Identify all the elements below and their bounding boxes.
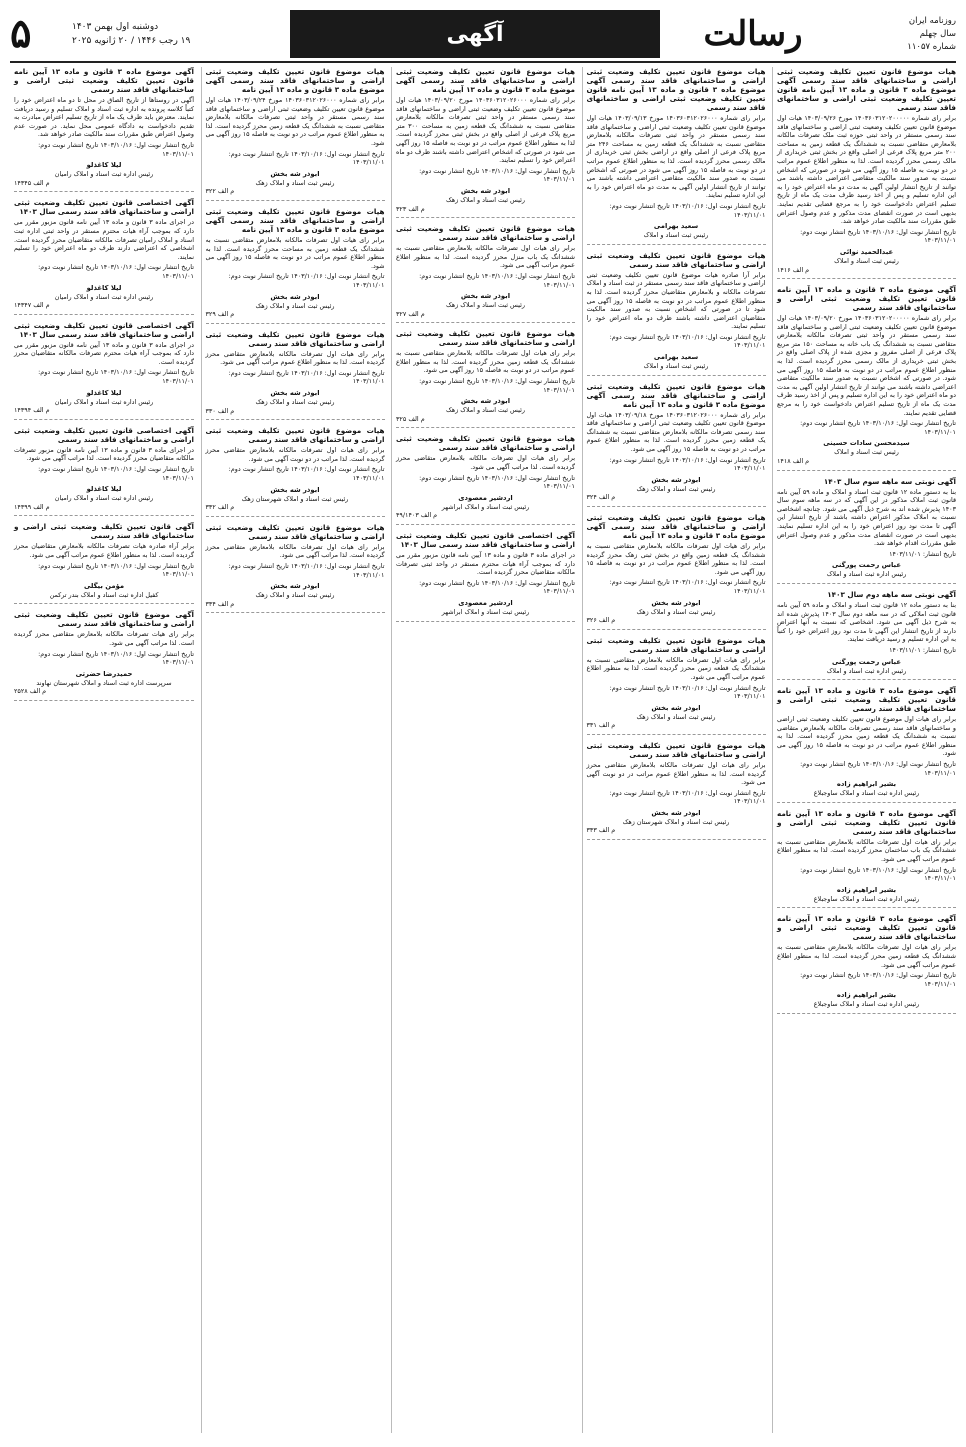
notice-code: م الف ۳۲۵	[396, 414, 425, 423]
date-line-2: ۱۹ رجب ۱۴۴۶ / ۲۰ ژانویه ۲۰۲۵	[72, 36, 191, 46]
legal-notice	[396, 434, 575, 525]
notice-body: برابر رای شماره ۱۴۰۳۶۰۳۱۲۰۲۶۰۰۰ مورخ ۱۴۰۳/۰۹/۲۰ هیات اول موضوع قانون تعیین تکلیف وضعیت ثبتی اراضی و ساختمانهای فاقد سند رسمی مستقر در واحد ثبتی تصرفات مالکانه بلامعارض متقاضی نسبت به ششدانگ یک قطعه زمین به مساحت ۳۰۰ متر مربع پلاک فرعی از اصلی واقع در بخش ثبتی محرز گردیده است. لذا به منظور اطلاع عموم مراتب در دو نوبت به فاصله ۱۵ روز آگهی می شود در صورتی که اشخاص اعتراضی داشته باشند ظرف دو ماه اعتراض خود را تسلیم نمایند.	[396, 96, 575, 165]
notice-body: برابر رای هیات تصرفات مالکانه بلامعارض متقاضی محرز گردیده است. لذا مراتب آگهی می شود.	[14, 630, 194, 647]
notice-signatory-title: رئیس اداره ثبت اسناد و املاک ساوجبلاغ	[813, 789, 920, 798]
notice-signatory: بشیر ابراهیم زاده	[836, 885, 897, 894]
notice-dates: تاریخ انتشار نوبت اول: ۱۴۰۳/۱۰/۱۶ تاریخ انتشار نوبت دوم: ۱۴۰۳/۱۱/۰۱	[228, 562, 385, 579]
notice-dates: تاریخ انتشار نوبت اول: ۱۴۰۳/۱۰/۱۶ تاریخ انتشار نوبت دوم: ۱۴۰۳/۱۱/۰۱	[800, 227, 956, 245]
masthead-meta	[846, 15, 956, 54]
notice-heading: هیات موضوع قانون تعیین تکلیف وضعیت ثبتی اراضی و ساختمانهای فاقد سند رسمی	[586, 635, 766, 654]
notice-dates: تاریخ انتشار نوبت اول: ۱۴۰۳/۱۰/۱۶ تاریخ انتشار نوبت دوم: ۱۴۰۳/۱۱/۰۱	[419, 578, 575, 596]
newspaper-logo: رسالت	[703, 14, 803, 54]
notice-heading: آگهی نوبتی سه ماهه سوم سال ۱۴۰۳	[823, 476, 956, 486]
notice-signatory: مؤمن بیگلی	[83, 581, 125, 590]
notice-signatory-title: رئیس ثبت اسناد و املاک زهک	[636, 484, 716, 493]
notice-body: در اجرای ماده ۳ قانون و ماده ۱۳ آیین نامه قانون مزبور تصرفات مالکانه متقاضیان محرز گردیده است. لذا مراتب آگهی می شود.	[14, 445, 194, 463]
notice-heading: هیات موضوع قانون تعیین تکلیف وضعیت ثبتی اراضی و ساختمانهای فاقد سند رسمی	[396, 329, 575, 348]
brand-label: روزنامه	[929, 15, 956, 26]
issue-label: شماره ۱۱۰۵۷	[907, 41, 956, 52]
legal-notice	[777, 67, 956, 279]
notice-body: در اجرای ماده ۳ قانون و ماده ۱۳ آیین نامه قانون مزبور مقرر می دارد که بموجب آراء هیات محترم مستقر در واحد ثبتی اداره ثبت اسناد و املاک رامیان تصرفات مالکانه متقاضیان محرز گردیده است. اشخاصی که اعتراضی دارند ظرف دو ماه اعتراض خود را تسلیم نمایند.	[14, 218, 194, 261]
notice-code: م الف ۱۴۳۴۷	[14, 301, 50, 310]
notice-code: م الف ۳۲۴	[586, 493, 616, 502]
notice-heading: آگهی موضوع ماده ۳ قانون و ماده ۱۳ آیین نامه قانون تعیین تکلیف وضعیت ثبتی اراضی و ساختمانهای فاقد سند رسمی	[777, 808, 956, 836]
notice-signatory: عباس رحمت پورگنی	[832, 561, 901, 570]
notice-signatory-title: رئیس ثبت اسناد و املاک زهک	[446, 195, 525, 204]
date-block	[72, 20, 272, 48]
notice-dates: تاریخ انتشار نوبت اول: ۱۴۰۳/۱۰/۱۶ تاریخ انتشار نوبت دوم: ۱۴۰۳/۱۱/۰۱	[800, 419, 956, 436]
notice-code: م الف ۲۵۲۸	[14, 687, 47, 696]
notice-code: م الف ۱۴۳۹۴	[14, 406, 50, 415]
notice-column	[772, 67, 956, 1433]
notice-dates: تاریخ انتشار نوبت اول: ۱۴۰۳/۱۰/۱۶ تاریخ انتشار نوبت دوم: ۱۴۰۳/۱۱/۰۱	[228, 149, 385, 167]
notice-dates: تاریخ انتشار نوبت اول: ۱۴۰۳/۱۰/۱۶ تاریخ انتشار نوبت دوم: ۱۴۰۳/۱۱/۰۱	[609, 683, 766, 701]
legal-notice	[587, 636, 766, 735]
notice-dates: تاریخ انتشار نوبت اول: ۱۴۰۳/۱۰/۱۶ تاریخ انتشار نوبت دوم: ۱۴۰۳/۱۱/۰۱	[419, 473, 575, 491]
notice-signatory-title: رئیس ثبت اسناد و املاک شهرستان زهک	[622, 817, 730, 826]
notice-heading: هیات موضوع قانون تعیین تکلیف وضعیت ثبتی اراضی و ساختمانهای فاقد سند رسمی آگهی موضوع ماده ۳ قانون و ماده ۱۳ آیین نامه قانون تعیین تکلیف وضعیت ثبتی اراضی و ساختمانهای فاقد سند رسمی	[586, 67, 766, 112]
notice-code: م الف ۳۳۱	[586, 721, 616, 730]
notice-dates: تاریخ انتشار نوبت اول: ۱۴۰۳/۱۰/۱۶ تاریخ انتشار نوبت دوم: ۱۴۰۳/۱۱/۰۱	[419, 271, 575, 289]
notice-dates: تاریخ انتشار نوبت اول: ۱۴۰۳/۱۰/۱۶ تاریخ انتشار نوبت دوم: ۱۴۰۳/۱۱/۰۱	[609, 332, 766, 350]
notice-body: برابر رای هیات اول تصرفات مالکانه بلامعارض متقاضی محرز گردیده است. لذا مراتب آگهی می شود.	[205, 542, 385, 560]
notice-signatory: ابوذر شه بخش	[270, 389, 320, 398]
notice-signatory-title: رئیس اداره ثبت اسناد و املاک ساوجبلاغ	[813, 1000, 920, 1009]
legal-notice	[14, 198, 194, 314]
notice-code: م الف ۳۳۴	[205, 599, 235, 608]
notice-code: م الف ۳۲۶	[586, 616, 616, 625]
notice-signatory: ابوذر شه بخش	[460, 397, 511, 406]
notice-signatory: بشیر ابراهیم زاده	[836, 780, 897, 789]
notice-body: در اجرای ماده ۳ قانون و ماده ۱۳ آیین نامه قانون مزبور مقرر می دارد که بموجب آراء هیات محترم مستقر در واحد ثبتی تصرفات مالکانه متقاضیان محرز گردیده است.	[396, 551, 575, 577]
notice-signatory: عباس رحمت پورگنی	[832, 657, 901, 666]
notice-code: م الف ۳۲۲	[205, 187, 235, 196]
notice-dates: تاریخ انتشار نوبت اول: ۱۴۰۳/۱۰/۱۶ تاریخ انتشار نوبت دوم: ۱۴۰۳/۱۱/۰۱	[800, 760, 956, 777]
notice-code: م الف ۳۳۲	[205, 503, 235, 512]
notice-signatory-title: رئیس اداره ثبت اسناد و املاک ساوجبلاغ	[813, 894, 920, 903]
notice-heading: هیات موضوع قانون تعیین تکلیف وضعیت ثبتی اراضی و ساختمانهای فاقد سند رسمی آگهی موضوع ماده ۳ قانون و ماده ۱۳ آیین نامه	[586, 513, 766, 540]
notice-heading: هیات موضوع قانون تعیین تکلیف وضعیت ثبتی اراضی و ساختمانهای فاقد سند رسمی	[205, 522, 385, 541]
notice-column	[582, 67, 766, 1433]
notice-signatory-title: رئیس اداره ثبت اسناد و املاک رامیان	[54, 397, 154, 406]
notice-signatory: ابوذر شه بخش	[651, 703, 701, 712]
notice-dates: تاریخ انتشار نوبت اول: ۱۴۰۳/۱۰/۱۶ تاریخ انتشار نوبت دوم: ۱۴۰۳/۱۱/۰۱	[800, 971, 956, 988]
notice-code: م الف ۳۳۳	[586, 826, 616, 835]
notice-heading: هیات موضوع قانون تعیین تکلیف وضعیت ثبتی اراضی و ساختمانهای فاقد سند رسمی	[205, 329, 385, 348]
notice-signatory: اردشیر معصودی	[458, 493, 513, 502]
notice-dates: تاریخ انتشار نوبت اول: ۱۴۰۳/۱۰/۱۶ تاریخ انتشار نوبت دوم: ۱۴۰۳/۱۱/۰۱	[228, 368, 385, 386]
notice-signatory-title: رئیس ثبت اسناد و املاک	[834, 448, 899, 457]
year-label: سال چهلم	[919, 28, 956, 39]
notice-dates: تاریخ انتشار نوبت اول: ۱۴۰۳/۱۰/۱۶ تاریخ انتشار نوبت دوم: ۱۴۰۳/۱۱/۰۱	[419, 377, 575, 394]
notice-dates: تاریخ انتشار نوبت اول: ۱۴۰۳/۱۰/۱۶ تاریخ انتشار نوبت دوم: ۱۴۰۳/۱۱/۰۱	[38, 649, 194, 667]
notice-signatory: ابوذر شه بخش	[270, 292, 320, 301]
notice-body: برابر رای شماره ۱۴۰۳۶۰۳۱۲۰۲۶۰۰۰ مورخ ۱۴۰۳/۰۹/۲۴ هیات اول موضوع قانون تعیین تکلیف وضعیت ثبتی اراضی و ساختمانهای فاقد سند رسمی مستقر در واحد ثبتی تصرفات مالکانه بلامعارض متقاضی نسبت به ششدانگ یک قطعه زمین محرز گردیده است. لذا به منظور اطلاع عموم مراتب در دو نوبت به فاصله ۱۵ روز آگهی می شود.	[205, 96, 385, 147]
notice-heading: آگهی اختصاصی قانون تعیین تکلیف وضعیت ثبتی اراضی و ساختمانهای فاقد سند رسمی سال ۱۴۰۳	[14, 198, 194, 217]
notice-signatory: سعید بهرامی	[653, 353, 699, 362]
notice-dates: تاریخ انتشار نوبت اول: ۱۴۰۳/۱۰/۱۶ تاریخ انتشار نوبت دوم: ۱۴۰۳/۱۱/۰۱	[38, 263, 194, 280]
notice-signatory-title: رئیس ثبت اسناد و املاک شهرستان زهک	[241, 494, 349, 503]
legal-notice	[206, 523, 385, 614]
notice-body: بنا به دستور ماده ۱۲ قانون ثبت اسناد و املاک و ماده ۵۹ آیین نامه قانون ثبت املاک مذکور در این آگهی که در سه ماهه سوم سال ۱۴۰۳ پذیرش شده اند به شرح ذیل آگهی می شود. چنانچه اشخاصی نسبت به املاک مذکور اعتراض داشته باشند از تاریخ انتشار این آگهی تا مدت نود روز اعتراض خود را به این اداره تسلیم نمایند. بدیهی است در صورت انقضای مدت مذکور و عدم وصول اعتراض طبق مقررات اقدام خواهد شد.	[777, 487, 956, 548]
masthead	[10, 7, 956, 63]
notice-body: برابر رای شماره ۱۴۰۳۶۰۳۱۲۰۲۶۰۰۰ مورخ ۱۴۰۳/۰۹/۱۸ هیات اول موضوع قانون تعیین تکلیف وضعیت ثبتی اراضی و ساختمانهای فاقد سند رسمی تصرفات مالکانه بلامعارض متقاضی نسبت به ششدانگ یک قطعه زمین محرز گردیده است. لذا به منظور اطلاع عموم مراتب در دو نوبت به فاصله ۱۵ روز آگهی می شود.	[586, 410, 766, 454]
notice-code: م الف ۳۲۳	[396, 204, 425, 213]
notice-heading: هیات موضوع قانون تعیین تکلیف وضعیت ثبتی اراضی و ساختمانهای فاقد سند رسمی	[396, 434, 575, 453]
notice-dates: تاریخ انتشار نوبت اول: ۱۴۰۳/۱۰/۱۶ تاریخ انتشار نوبت دوم: ۱۴۰۳/۱۱/۰۱	[38, 140, 194, 158]
notice-signatory-title: رئیس ثبت اسناد و املاک زهک	[255, 398, 335, 407]
notice-signatory: لیلا کاغذلو	[86, 161, 122, 170]
notice-dates: تاریخ انتشار نوبت اول: ۱۴۰۳/۱۰/۱۶ تاریخ انتشار نوبت دوم: ۱۴۰۳/۱۱/۰۱	[38, 561, 194, 579]
notice-signatory-title: رئیس ثبت اسناد و املاک زهک	[446, 301, 525, 310]
notice-dates: تاریخ انتشار نوبت اول: ۱۴۰۳/۱۰/۱۶ تاریخ انتشار نوبت دوم: ۱۴۰۳/۱۱/۰۱	[228, 272, 385, 289]
notice-body: برابر رای هیات اول تصرفات مالکانه بلامعارض متقاضی محرز گردیده است. لذا مراتب آگهی می شود.	[396, 454, 575, 472]
legal-notice	[396, 224, 575, 323]
notice-signatory: اردشیر معصودی	[458, 598, 513, 607]
notice-signatory: ابوذر شه بخش	[651, 598, 701, 607]
page-number: ۵	[10, 10, 32, 57]
legal-notice	[14, 610, 194, 701]
legal-notice	[14, 67, 194, 192]
notice-signatory: ابوذر شه بخش	[651, 808, 701, 817]
notice-body: برابر رای هیات اول تصرفات مالکانه بلامعارض متقاضی محرز گردیده است. لذا به منظور اطلاع عموم مراتب در دو نوبت آگهی می شود.	[586, 760, 766, 787]
notice-dates: تاریخ انتشار نوبت اول: ۱۴۰۳/۱۰/۱۶ تاریخ انتشار نوبت دوم: ۱۴۰۳/۱۱/۰۱	[228, 465, 385, 483]
notice-signatory-title: رئیس اداره ثبت اسناد و املاک	[826, 666, 907, 675]
legal-notice	[206, 207, 385, 324]
notice-column	[10, 67, 194, 1433]
notice-signatory-title: رئیس ثبت اسناد و املاک زهک	[255, 301, 335, 310]
notice-heading: آگهی اختصاصی قانون تعیین تکلیف وضعیت ثبتی اراضی و ساختمانهای فاقد سند رسمی سال ۱۴۰۳	[396, 531, 575, 549]
legal-notice	[14, 522, 194, 604]
legal-notice	[587, 741, 766, 840]
notice-heading: هیات موضوع قانون تعیین تکلیف وضعیت ثبتی اراضی و ساختمانهای فاقد سند رسمی آگهی موضوع ماده ۳ قانون و ماده ۱۳ آیین نامه	[396, 67, 575, 94]
notice-body: برابر رای هیات اول تصرفات مالکانه بلامعارض متقاضی محرز گردیده است. لذا به منظور اطلاع عموم مراتب آگهی می شود.	[205, 349, 385, 367]
notice-signatory: ابوذر شه بخش	[270, 485, 320, 494]
notice-signatory: ابوذر شه بخش	[270, 582, 320, 591]
notice-columns	[10, 67, 956, 1433]
notice-heading: آگهی موضوع ماده ۳ قانون و ماده ۱۳ آیین نامه قانون تعیین تکلیف وضعیت ثبتی اراضی و ساختمانهای فاقد سند رسمی	[777, 686, 956, 714]
section-banner	[290, 10, 660, 58]
notice-signatory-title: رئیس ثبت اسناد و املاک ابراشهر	[441, 502, 530, 511]
notice-signatory-title: رئیس اداره ثبت اسناد و املاک رامیان	[54, 170, 154, 179]
notice-signatory-title: رئیس ثبت اسناد و املاک	[643, 231, 709, 240]
notice-dates: تاریخ انتشار نوبت اول: ۱۴۰۳/۱۰/۱۶ تاریخ انتشار نوبت دوم: ۱۴۰۳/۱۱/۰۱	[609, 201, 766, 219]
legal-notice	[206, 426, 385, 517]
notice-dates: تاریخ انتشار نوبت اول: ۱۴۰۳/۱۰/۱۶ تاریخ انتشار نوبت دوم: ۱۴۰۳/۱۱/۰۱	[609, 578, 766, 595]
legal-notice	[14, 321, 194, 420]
notice-body: آگهی در روستاها از تاریخ الصاق در محل تا دو ماه اعتراض خود را کتباً کلاسه پرونده به اداره ثبت اسناد و املاک تسلیم و رسید دریافت نمایند. معترض باید ظرف یک ماه از تاریخ تسلیم اعتراض مبادرت به تقدیم دادخواست به دادگاه عمومی محل نماید. در صورت عدم وصول اعتراض طبق مقررات سند مالکیت صادر خواهد شد.	[14, 96, 194, 139]
notice-signatory: عبدالحمید نوائی	[839, 247, 894, 256]
notice-signatory-title: سرپرست اداره ثبت اسناد و املاک شهرستان نهاوند	[36, 678, 172, 687]
notice-heading: هیات موضوع قانون تعیین تکلیف وضعیت ثبتی اراضی و ساختمانهای فاقد سند رسمی آگهی موضوع ماده ۳ قانون و ماده ۱۳ آیین نامه قانون تعیین تکلیف وضعیت ثبتی اراضی و ساختمانهای فاقد سند رسمی	[777, 67, 956, 112]
notice-signatory-title: رئیس ثبت اسناد و املاک	[643, 362, 709, 371]
notice-dates: تاریخ انتشار نوبت اول: ۱۴۰۳/۱۰/۱۶ تاریخ انتشار نوبت دوم: ۱۴۰۳/۱۱/۰۱	[609, 455, 766, 473]
notice-heading: آگهی قانون تعیین تکلیف وضعیت ثبتی اراضی و ساختمانهای فاقد سند رسمی	[14, 522, 194, 541]
legal-notice	[587, 382, 766, 507]
legal-notice	[777, 477, 956, 584]
notice-body: برابر رای هیات اول تصرفات مالکانه بلامعارض متقاضی نسبت به ششدانگ یک قطعه زمین محرز گردیده است. لذا به منظور اطلاع عموم مراتب آگهی می شود.	[586, 655, 766, 681]
notice-signatory: ابوذر شه بخش	[651, 475, 701, 484]
notice-signatory-title: رئیس ثبت اسناد و املاک زهک	[255, 178, 335, 187]
notice-signatory: لیلا کاغذلو	[86, 485, 122, 494]
legal-notice	[396, 329, 575, 428]
notice-signatory-title: رئیس اداره ثبت اسناد و املاک	[826, 570, 907, 579]
notice-signatory-title: رئیس ثبت اسناد و املاک ابراشهر	[441, 607, 530, 616]
notice-body: برابر رای شماره ۱۴۰۳۶۰۳۱۲۰۲۰۰۰۰۰ مورخ ۱۴۰۳/۰۹/۲۰ هیات اول موضوع قانون تعیین تکلیف وضعیت ثبتی اراضی و ساختمانهای فاقد سند رسمی مستقر در واحد ثبتی تصرفات مالکانه بلامعارض متقاضی نسبت به ششدانگ یک باب خانه به مساحت ۱۵۰ متر مربع پلاک فرعی از اصلی مفروز و مجزی شده از پلاک اصلی واقع در بخش ثبتی خریداری از مالک رسمی محرز گردیده است. لذا به منظور اطلاع عموم مراتب در دو نوبت به فاصله ۱۵ روز آگهی می شود. در صورتی که اشخاص نسبت به صدور سند مالکیت متقاضی اعتراضی داشته باشند می توانند از تاریخ انتشار اولین آگهی به مدت دو ماه اعتراض خود را به این اداره تسلیم و پس از اخذ رسید ظرف مدت یک ماه از تاریخ تسلیم اعتراض دادخواست خود را به مرجع قضایی تقدیم نمایند.	[777, 314, 956, 417]
notice-body: برابر رای شماره ۱۴۰۳۶۰۳۱۲۰۲۶۰۰۰ مورخ ۱۴۰۳/۰۹/۱۳ هیات اول موضوع قانون تعیین تکلیف وضعیت ثبتی اراضی و ساختمانهای فاقد سند رسمی مستقر در واحد ثبتی تصرفات مالکانه بلامعارض متقاضی نسبت به ششدانگ یک قطعه زمین به مساحت ۲۴۶ متر مربع پلاک فرعی از اصلی واقع در اراضی بخش ثبتی خریداری از مالک رسمی محرز گردیده است. لذا به منظور اطلاع عموم مراتب در دو نوبت به فاصله ۱۵ روز آگهی می شود در صورتی که اشخاص نسبت به صدور سند مالکیت متقاضی اعتراضی داشته باشند می توانند از تاریخ انتشار اولین آگهی به مدت دو ماه اعتراض خود را به این اداره تسلیم نمایند.	[586, 114, 766, 200]
notice-heading: هیات موضوع قانون تعیین تکلیف وضعیت ثبتی اراضی و ساختمانهای فاقد سند رسمی آگهی موضوع ماده ۳ قانون و ماده ۱۳ آیین نامه	[205, 67, 385, 94]
notice-body: برابر آراء صادره هیات تصرفات مالکانه بلامعارض متقاضیان محرز گردیده است. لذا به منظور اطلاع عموم مراتب آگهی می شود.	[14, 542, 194, 559]
notice-signatory-title: رئیس ثبت اسناد و املاک زهک	[446, 406, 525, 415]
notice-signatory-title: رئیس ثبت اسناد و املاک	[834, 256, 899, 265]
notice-heading: آگهی موضوع قانون تعیین تکلیف وضعیت ثبتی اراضی و ساختمانهای فاقد سند رسمی	[14, 610, 194, 629]
notice-dates: تاریخ انتشار: ۱۴۰۳/۱۱/۰۱	[889, 645, 956, 654]
notice-body: برابر رای هیات اول تصرفات مالکانه بلامعارض متقاضی محرز گردیده است. لذا مراتب در دو نوبت آگهی می شود.	[205, 446, 385, 463]
notice-code: م الف ۳۳۰	[205, 406, 235, 415]
notice-heading: هیات موضوع قانون تعیین تکلیف وضعیت ثبتی اراضی و ساختمانهای فاقد سند رسمی آگهی موضوع ماده ۳ قانون و ماده ۱۳ آیین نامه	[586, 381, 766, 409]
legal-notice	[777, 809, 956, 909]
notice-dates: تاریخ انتشار: ۱۴۰۳/۱۱/۰۱	[889, 549, 956, 558]
legal-notice	[777, 590, 956, 680]
notice-code: م الف ۳۲۷	[396, 309, 425, 318]
notice-body: برابر رای هیات اول تصرفات مالکانه بلامعارض متقاضی نسبت به ششدانگ یک قطعه زمین به مساحت محرز گردیده است. لذا به منظور اطلاع عموم مراتب در دو نوبت به فاصله ۱۵ روز آگهی می شود.	[205, 235, 385, 270]
brand-sub: ایران	[908, 15, 927, 26]
legal-notice	[777, 914, 956, 1014]
notice-body: برابر رای هیات اول موضوع قانون تعیین تکلیف وضعیت ثبتی اراضی و ساختمانهای فاقد سند رسمی تصرفات مالکانه بلامعارض متقاضی نسبت به ششدانگ یک قطعه زمین محرز گردیده است. لذا به منظور اطلاع عموم مراتب در دو نوبت به فاصله ۱۵ روز آگهی می شود.	[777, 715, 956, 758]
notice-signatory-title: رئیس ثبت اسناد و املاک زهک	[255, 591, 335, 600]
notice-code: م الف ۱۴۳۹۹	[14, 502, 50, 511]
notice-code: م الف ۳۲۹	[205, 310, 235, 319]
legal-notice	[777, 686, 956, 803]
notice-code: م الف ۱۴۳۴۵	[14, 178, 50, 187]
date-line-1: دوشنبه اول بهمن ۱۴۰۳	[72, 22, 159, 32]
notice-body: برابر رای هیات اول تصرفات مالکانه بلامعارض متقاضی نسبت به ششدانگ یک قطعه زمین محرز گردیده است. لذا به منظور اطلاع عموم مراتب آگهی می شود.	[777, 943, 956, 969]
notice-signatory: سعید بهرامی	[653, 222, 699, 231]
notice-heading: هیات موضوع قانون تعیین تکلیف وضعیت ثبتی اراضی و ساختمانهای فاقد سند رسمی	[205, 426, 385, 445]
notice-signatory-title: کفیل اداره ثبت اسناد و املاک بندر ترکمن	[49, 590, 159, 599]
notice-body: برابر رای هیات اول تصرفات مالکانه بلامعارض متقاضی نسبت به ششدانگ یک قطعه زمین محرز گردیده است. لذا به منظور اطلاع عموم مراتب در دو نوبت به فاصله ۱۵ روز آگهی می شود.	[396, 349, 575, 375]
notice-heading: آگهی اختصاصی قانون تعیین تکلیف وضعیت ثبتی اراضی و ساختمانهای فاقد سند رسمی	[14, 425, 194, 444]
notice-body: برابر رای هیات اول تصرفات مالکانه بلامعارض متقاضی نسبت به ششدانگ یک قطعه زمین واقع در بخش ثبتی زهک محرز گردیده است. لذا به منظور اطلاع عموم مراتب در دو نوبت به فاصله ۱۵ روز آگهی می شود.	[586, 542, 766, 576]
notice-signatory: بشیر ابراهیم زاده	[836, 991, 897, 1000]
notice-signatory: ابوذر شه بخش	[270, 169, 320, 178]
legal-notice	[206, 330, 385, 421]
notice-body: برابر رای هیات اول تصرفات مالکانه بلامعارض متقاضی نسبت به ششدانگ یک باب منزل محرز گردیده است. لذا به منظور اطلاع عموم مراتب آگهی می شود.	[396, 244, 575, 270]
notice-heading: هیات موضوع قانون تعیین تکلیف وضعیت ثبتی اراضی و ساختمانهای فاقد سند رسمی	[586, 740, 766, 759]
notice-signatory-title: رئیس ثبت اسناد و املاک زهک	[636, 712, 716, 721]
notice-body: برابر رای هیات اول تصرفات مالکانه بلامعارض متقاضی نسبت به ششدانگ یک باب ساختمان محرز گردیده است. لذا به منظور اطلاع عموم مراتب آگهی می شود.	[777, 837, 956, 864]
notice-heading: هیات موضوع قانون تعیین تکلیف وضعیت ثبتی اراضی و ساختمانهای فاقد سند رسمی	[396, 224, 575, 243]
notice-heading: آگهی موضوع ماده ۳ قانون و ماده ۱۳ آیین نامه قانون تعیین تکلیف وضعیت ثبتی اراضی و ساختمانهای فاقد سند رسمی	[14, 67, 194, 94]
notice-heading: آگهی اختصاصی قانون تعیین تکلیف وضعیت ثبتی اراضی و ساختمانهای فاقد سند رسمی سال ۱۴۰۳	[14, 320, 194, 339]
legal-notice	[587, 513, 766, 630]
notice-body: برابر آرا صادره هیات موضوع قانون تعیین تکلیف وضعیت ثبتی اراضی و ساختمانهای فاقد سند رسمی مستقر در ثبت اسناد و املاک تصرفات مالکانه و بلامعارض متقاضیان محرز گردیده است. لذا به منظور اطلاع عموم مراتب در دو نوبت به فاصله ۱۵ روز آگهی می شود تا در صورتی که اشخاص نسبت به صدور سند مالکیت متقاضیان اعتراضی داشته باشند ظرف دو ماه اعتراض خود را تسلیم نمایند.	[586, 270, 766, 331]
notice-signatory: سیدمحسن سادات حسینی	[823, 439, 910, 448]
notice-heading: آگهی موضوع ماده ۳ قانون و ماده ۱۳ آیین نامه قانون تعیین تکلیف وضعیت ثبتی اراضی و ساختمانهای فاقد سند رسمی	[777, 285, 956, 313]
notice-heading: آگهی نوبتی سه ماهه دوم سال ۱۴۰۳	[827, 589, 956, 599]
notice-signatory: لیلا کاغذلو	[86, 283, 122, 292]
legal-notice	[587, 251, 766, 376]
notice-signatory-title: رئیس اداره ثبت اسناد و املاک رامیان	[54, 292, 154, 301]
legal-notice	[14, 426, 194, 517]
legal-notice	[587, 67, 766, 245]
notice-body: بنا به دستور ماده ۱۲ قانون ثبت اسناد و املاک و ماده ۵۹ آیین نامه قانون ثبت املاکی که در سه ماهه دوم سال ۱۴۰۳ پذیرش شده اند به شرح ذیل آگهی می شود. اشخاصی که نسبت به آنها اعتراض دارند از تاریخ انتشار این آگهی تا مدت نود روز اعتراض خود را کتباً به این اداره تسلیم و رسید دریافت نمایند.	[777, 600, 956, 644]
notice-body: برابر رای شماره ۱۴۰۳۶۰۳۱۲۰۲۰۰۰۰۰ مورخ ۱۴۰۳/۰۹/۲۶ هیات اول موضوع قانون تعیین تکلیف وضعیت ثبتی اراضی و ساختمانهای فاقد سند رسمی مستقر در واحد ثبتی حوزه ثبت ملک تصرفات مالکانه بلامعارض متقاضی نسبت به ششدانگ یک قطعه زمین به مساحت ۲۰۰ متر مربع پلاک فرعی از اصلی واقع در بخش ثبتی خریداری از مالک رسمی محرز گردیده است. لذا به منظور اطلاع عموم مراتب در دو نوبت به فاصله ۱۵ روز آگهی می شود در صورتی که اشخاص نسبت به صدور سند مالکیت متقاضی اعتراضی داشته باشند می توانند از تاریخ انتشار اولین آگهی به مدت دو ماه اعتراض خود را به این اداره تسلیم و پس از اخذ رسید ظرف مدت یک ماه از تاریخ تسلیم اعتراض دادخواست خود را به مرجع قضایی تقدیم نمایند. بدیهی است در صورت انقضای مدت مذکور و عدم وصول اعتراض طبق مقررات سند مالکیت صادر خواهد شد.	[777, 114, 956, 226]
newspaper-page	[10, 7, 956, 1433]
notice-code: م الف ۱۴۱۶	[777, 265, 810, 274]
notice-signatory: حمیدرضا حضرتی	[75, 669, 133, 678]
notice-heading: هیات موضوع قانون تعیین تکلیف وضعیت ثبتی اراضی و ساختمانهای فاقد سند رسمی آگهی موضوع ماده ۳ قانون و ماده ۱۳ آیین نامه	[205, 206, 385, 234]
legal-notice	[777, 285, 956, 471]
notice-dates: تاریخ انتشار نوبت اول: ۱۴۰۳/۱۰/۱۶ تاریخ انتشار نوبت دوم: ۱۴۰۳/۱۱/۰۱	[38, 368, 194, 386]
legal-notice	[396, 531, 575, 622]
notice-column	[201, 67, 385, 1433]
notice-dates: تاریخ انتشار نوبت اول: ۱۴۰۳/۱۰/۱۶ تاریخ انتشار نوبت دوم: ۱۴۰۳/۱۱/۰۱	[800, 865, 956, 883]
notice-body: در اجرای ماده ۳ قانون و ماده ۱۳ آیین نامه قانون مزبور مقرر می دارد که بموجب آراء هیات محترم تصرفات مالکانه متقاضیان محرز گردیده است.	[14, 340, 194, 366]
notice-signatory: ابوذر شه بخش	[460, 186, 511, 195]
notice-dates: تاریخ انتشار نوبت اول: ۱۴۰۳/۱۰/۱۶ تاریخ انتشار نوبت دوم: ۱۴۰۳/۱۱/۰۱	[38, 465, 194, 482]
legal-notice	[396, 67, 575, 218]
notice-dates: تاریخ انتشار نوبت اول: ۱۴۰۳/۱۰/۱۶ تاریخ انتشار نوبت دوم: ۱۴۰۳/۱۱/۰۱	[609, 788, 766, 806]
notice-dates: تاریخ انتشار نوبت اول: ۱۴۰۳/۱۰/۱۶ تاریخ انتشار نوبت دوم: ۱۴۰۳/۱۱/۰۱	[419, 166, 575, 184]
section-title: آگهی	[446, 21, 504, 47]
legal-notice	[206, 67, 385, 201]
notice-column	[391, 67, 575, 1433]
notice-code: م الف ۱۴۱۸	[777, 457, 810, 465]
notice-signatory-title: رئیس اداره ثبت اسناد و املاک رامیان	[54, 494, 154, 503]
notice-heading: هیات موضوع قانون تعیین تکلیف وضعیت ثبتی اراضی و ساختمانهای فاقد سند رسمی	[586, 250, 766, 269]
notice-signatory-title: رئیس ثبت اسناد و املاک زهک	[636, 607, 716, 616]
notice-heading: آگهی موضوع ماده ۳ قانون و ماده ۱۳ آیین نامه قانون تعیین تکلیف وضعیت ثبتی اراضی و ساختمانهای فاقد سند رسمی	[777, 914, 956, 942]
notice-signatory: ابوذر شه بخش	[460, 292, 511, 301]
notice-signatory: لیلا کاغذلو	[86, 388, 122, 397]
notice-code: م الف ۴۹/۱۴۰۳	[396, 511, 438, 520]
